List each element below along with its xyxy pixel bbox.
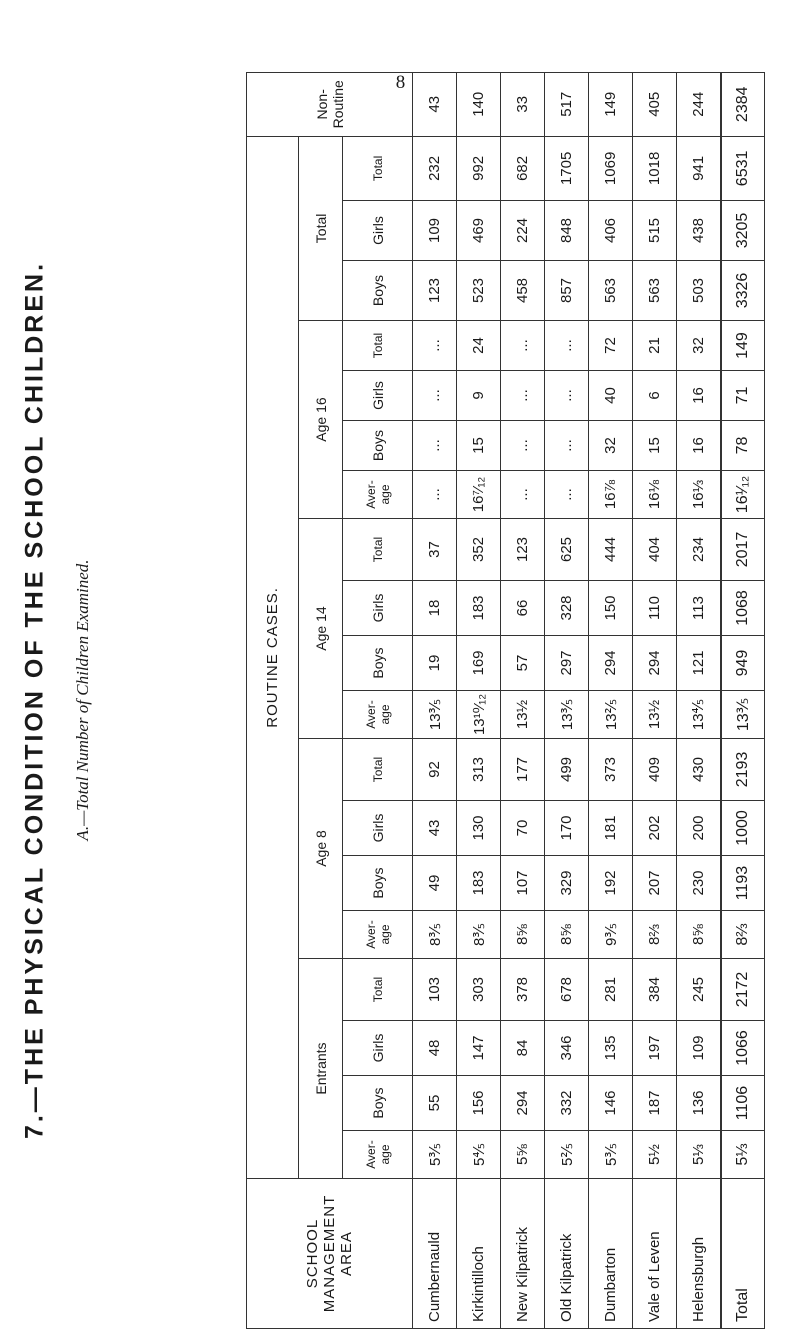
table-cell: 8⅝ bbox=[501, 911, 545, 959]
table-cell: 8⅝ bbox=[545, 911, 589, 959]
table-cell: 78 bbox=[721, 421, 765, 471]
table-cell: 373 bbox=[589, 739, 633, 801]
girls-header: Girls bbox=[343, 1021, 413, 1076]
table-cell: 24 bbox=[457, 321, 501, 371]
table-cell: 1705 bbox=[545, 136, 589, 200]
table-cell: 135 bbox=[589, 1021, 633, 1076]
aver-age-header: Aver-age bbox=[343, 471, 413, 519]
table-cell: 499 bbox=[545, 739, 589, 801]
total-header: Total bbox=[343, 136, 413, 200]
table-cell: 941 bbox=[677, 136, 721, 200]
table-cell: 409 bbox=[633, 739, 677, 801]
school-name-cell: Cumbernauld bbox=[413, 1179, 457, 1329]
total-header: Total bbox=[343, 959, 413, 1021]
boys-header: Boys bbox=[343, 1076, 413, 1131]
table-row bbox=[677, 72, 721, 1328]
table-cell: 70 bbox=[501, 801, 545, 856]
table-cell: ... bbox=[545, 321, 589, 371]
table-row bbox=[413, 72, 457, 1328]
table-cell: ... bbox=[545, 371, 589, 421]
school-name-cell: Helensburgh bbox=[677, 1179, 721, 1329]
table-cell: 13½ bbox=[633, 691, 677, 739]
table-cell: 140 bbox=[457, 72, 501, 136]
table-cell: 294 bbox=[501, 1076, 545, 1131]
table-cell: 202 bbox=[633, 801, 677, 856]
table-cell: 136 bbox=[677, 1076, 721, 1131]
table-cell: 503 bbox=[677, 261, 721, 321]
table-cell: 1069 bbox=[589, 136, 633, 200]
school-name-cell: Dumbarton bbox=[589, 1179, 633, 1329]
examination-table bbox=[246, 72, 765, 1329]
table-cell: 297 bbox=[545, 636, 589, 691]
table-cell: 84 bbox=[501, 1021, 545, 1076]
table-cell: 15 bbox=[633, 421, 677, 471]
table-cell: ... bbox=[501, 471, 545, 519]
table-cell: 5⅗ bbox=[413, 1131, 457, 1179]
aver-age-header: Aver-age bbox=[343, 911, 413, 959]
table-cell: 3205 bbox=[721, 201, 765, 261]
table-cell: 303 bbox=[457, 959, 501, 1021]
table-cell: 404 bbox=[633, 519, 677, 581]
table-cell: 40 bbox=[589, 371, 633, 421]
table-cell: 230 bbox=[677, 856, 721, 911]
table-cell: 9⅗ bbox=[589, 911, 633, 959]
group-header-total: Total bbox=[299, 136, 343, 320]
table-cell: 13⅘ bbox=[677, 691, 721, 739]
table-cell: 9 bbox=[457, 371, 501, 421]
table-body bbox=[413, 72, 765, 1328]
table-cell: 1106 bbox=[721, 1076, 765, 1131]
page-subtitle-text: A.—Total Number of Children Examined. bbox=[73, 559, 92, 841]
table-cell: 5⅝ bbox=[501, 1131, 545, 1179]
table-cell: 1000 bbox=[721, 801, 765, 856]
table-cell: 1018 bbox=[633, 136, 677, 200]
girls-header: Girls bbox=[343, 581, 413, 636]
boys-header: Boys bbox=[343, 261, 413, 321]
table-cell: 2017 bbox=[721, 519, 765, 581]
table-cell: 5⅖ bbox=[545, 1131, 589, 1179]
school-name-cell: New Kilpatrick bbox=[501, 1179, 545, 1329]
table-cell: ... bbox=[545, 421, 589, 471]
table-cell: 43 bbox=[413, 72, 457, 136]
table-cell: 5⅓ bbox=[677, 1131, 721, 1179]
table-cell: 5⅓ bbox=[721, 1131, 765, 1179]
table-row bbox=[589, 72, 633, 1328]
table-cell: 71 bbox=[721, 371, 765, 421]
table-cell: 146 bbox=[589, 1076, 633, 1131]
table-cell: ... bbox=[413, 321, 457, 371]
table-cell: 848 bbox=[545, 201, 589, 261]
table-cell: ... bbox=[545, 471, 589, 519]
table-cell: 352 bbox=[457, 519, 501, 581]
aver-age-header: Aver-age bbox=[343, 1131, 413, 1179]
table-cell: 378 bbox=[501, 959, 545, 1021]
table-cell: 16 bbox=[677, 371, 721, 421]
table-cell: 245 bbox=[677, 959, 721, 1021]
table-cell: 244 bbox=[677, 72, 721, 136]
school-name-cell: Total bbox=[721, 1179, 765, 1329]
table-cell: 18 bbox=[413, 581, 457, 636]
table-cell: 281 bbox=[589, 959, 633, 1021]
table-cell: 678 bbox=[545, 959, 589, 1021]
table-cell: 13⅗ bbox=[413, 691, 457, 739]
table-cell: 992 bbox=[457, 136, 501, 200]
table-cell: ... bbox=[413, 421, 457, 471]
school-area-header: SCHOOL MANAGEMENT AREA bbox=[247, 1179, 413, 1329]
table-cell: 458 bbox=[501, 261, 545, 321]
table-cell: ... bbox=[413, 371, 457, 421]
table-cell: 16⅞ bbox=[589, 471, 633, 519]
routine-cases-header: ROUTINE CASES. bbox=[247, 136, 299, 1178]
table-cell: 103 bbox=[413, 959, 457, 1021]
table-cell: 150 bbox=[589, 581, 633, 636]
table-cell: 200 bbox=[677, 801, 721, 856]
table-cell: 15 bbox=[457, 421, 501, 471]
table-cell: 2172 bbox=[721, 959, 765, 1021]
table-cell: 92 bbox=[413, 739, 457, 801]
girls-header: Girls bbox=[343, 801, 413, 856]
table-cell: 2384 bbox=[721, 72, 765, 136]
table-cell: 8⅗ bbox=[413, 911, 457, 959]
table-cell: ... bbox=[413, 471, 457, 519]
table-cell: 170 bbox=[545, 801, 589, 856]
table-cell: 346 bbox=[545, 1021, 589, 1076]
table-cell: 329 bbox=[545, 856, 589, 911]
girls-header: Girls bbox=[343, 201, 413, 261]
table-cell: 1068 bbox=[721, 581, 765, 636]
table-cell: 5⅘ bbox=[457, 1131, 501, 1179]
table-row bbox=[457, 72, 501, 1328]
table-cell: 13¹⁰⁄₁₂ bbox=[457, 691, 501, 739]
table-cell: 13½ bbox=[501, 691, 545, 739]
boys-header: Boys bbox=[343, 421, 413, 471]
table-cell: 232 bbox=[413, 136, 457, 200]
table-cell: 444 bbox=[589, 519, 633, 581]
table-cell: 110 bbox=[633, 581, 677, 636]
table-cell: 5½ bbox=[633, 1131, 677, 1179]
table-cell: 8⅗ bbox=[457, 911, 501, 959]
table-cell: ... bbox=[501, 321, 545, 371]
table-cell: 13⅗ bbox=[545, 691, 589, 739]
table-cell: 32 bbox=[677, 321, 721, 371]
table-cell: 1193 bbox=[721, 856, 765, 911]
table-cell: 3326 bbox=[721, 261, 765, 321]
table-cell: 121 bbox=[677, 636, 721, 691]
table-row bbox=[545, 72, 589, 1328]
table-cell: 183 bbox=[457, 856, 501, 911]
table-cell: 207 bbox=[633, 856, 677, 911]
page-title bbox=[10, 70, 60, 1330]
table-cell: 43 bbox=[413, 801, 457, 856]
boys-header: Boys bbox=[343, 856, 413, 911]
table-cell: 469 bbox=[457, 201, 501, 261]
table-cell: ... bbox=[501, 371, 545, 421]
school-name-cell: Old Kilpatrick bbox=[545, 1179, 589, 1329]
table-cell: 332 bbox=[545, 1076, 589, 1131]
group-header-age-14: Age 14 bbox=[299, 519, 343, 739]
table-cell: 8⅔ bbox=[633, 911, 677, 959]
table-cell: 109 bbox=[413, 201, 457, 261]
table-cell: 109 bbox=[677, 1021, 721, 1076]
total-header: Total bbox=[343, 739, 413, 801]
table-cell: 72 bbox=[589, 321, 633, 371]
table-cell: 169 bbox=[457, 636, 501, 691]
aver-age-header: Aver-age bbox=[343, 691, 413, 739]
table-cell: 181 bbox=[589, 801, 633, 856]
table-cell: 234 bbox=[677, 519, 721, 581]
table-cell: 6531 bbox=[721, 136, 765, 200]
examination-table-container bbox=[246, 80, 765, 1329]
table-cell: 563 bbox=[589, 261, 633, 321]
table-cell: 192 bbox=[589, 856, 633, 911]
table-cell: 857 bbox=[545, 261, 589, 321]
table-cell: 625 bbox=[545, 519, 589, 581]
school-name-cell: Vale of Leven bbox=[633, 1179, 677, 1329]
table-cell: 294 bbox=[633, 636, 677, 691]
table-cell: 16⅛ bbox=[633, 471, 677, 519]
girls-header: Girls bbox=[343, 371, 413, 421]
table-cell: 149 bbox=[721, 321, 765, 371]
table-row bbox=[633, 72, 677, 1328]
table-cell: 156 bbox=[457, 1076, 501, 1131]
table-cell: 66 bbox=[501, 581, 545, 636]
page-number: 8 bbox=[395, 72, 406, 93]
table-cell: 123 bbox=[413, 261, 457, 321]
table-cell: 1066 bbox=[721, 1021, 765, 1076]
table-cell: 8⅝ bbox=[677, 911, 721, 959]
page-subtitle bbox=[60, 70, 106, 1330]
table-cell: 183 bbox=[457, 581, 501, 636]
table-cell: 55 bbox=[413, 1076, 457, 1131]
table-cell: 147 bbox=[457, 1021, 501, 1076]
table-total-row bbox=[721, 72, 765, 1328]
group-header-age-8: Age 8 bbox=[299, 739, 343, 959]
table-cell: 8⅔ bbox=[721, 911, 765, 959]
table-cell: 6 bbox=[633, 371, 677, 421]
table-cell: 16 bbox=[677, 421, 721, 471]
table-cell: 5⅗ bbox=[589, 1131, 633, 1179]
table-cell: 430 bbox=[677, 739, 721, 801]
table-cell: 517 bbox=[545, 72, 589, 136]
table-cell: 149 bbox=[589, 72, 633, 136]
table-cell: 682 bbox=[501, 136, 545, 200]
group-header-entrants: Entrants bbox=[299, 959, 343, 1179]
table-cell: 384 bbox=[633, 959, 677, 1021]
table-cell: 16⅓ bbox=[677, 471, 721, 519]
table-cell: 405 bbox=[633, 72, 677, 136]
table-cell: 130 bbox=[457, 801, 501, 856]
table-cell: 48 bbox=[413, 1021, 457, 1076]
table-cell: 113 bbox=[677, 581, 721, 636]
table-cell: 177 bbox=[501, 739, 545, 801]
table-cell: 515 bbox=[633, 201, 677, 261]
table-cell: 33 bbox=[501, 72, 545, 136]
table-cell: 21 bbox=[633, 321, 677, 371]
table-cell: 523 bbox=[457, 261, 501, 321]
table-cell: 123 bbox=[501, 519, 545, 581]
page-title-text: 7.—THE PHYSICAL CONDITION OF THE SCHOOL CHILDREN. bbox=[20, 260, 49, 1140]
total-header: Total bbox=[343, 321, 413, 371]
table-cell: 187 bbox=[633, 1076, 677, 1131]
total-header: Total bbox=[343, 519, 413, 581]
table-cell: 13⅖ bbox=[589, 691, 633, 739]
group-header-age-16: Age 16 bbox=[299, 321, 343, 519]
table-cell: 313 bbox=[457, 739, 501, 801]
table-cell: 197 bbox=[633, 1021, 677, 1076]
table-cell: 406 bbox=[589, 201, 633, 261]
table-cell: 224 bbox=[501, 201, 545, 261]
non-routine-header: Non-Routine bbox=[247, 72, 413, 136]
table-cell: 19 bbox=[413, 636, 457, 691]
table-cell: 563 bbox=[633, 261, 677, 321]
table-cell: ... bbox=[501, 421, 545, 471]
table-cell: 107 bbox=[501, 856, 545, 911]
table-cell: 57 bbox=[501, 636, 545, 691]
table-row bbox=[501, 72, 545, 1328]
boys-header: Boys bbox=[343, 636, 413, 691]
table-cell: 949 bbox=[721, 636, 765, 691]
school-name-cell: Kirkintilloch bbox=[457, 1179, 501, 1329]
table-cell: 2193 bbox=[721, 739, 765, 801]
table-cell: 16⁷⁄₁₂ bbox=[457, 471, 501, 519]
table-cell: 328 bbox=[545, 581, 589, 636]
table-cell: 49 bbox=[413, 856, 457, 911]
table-cell: 438 bbox=[677, 201, 721, 261]
table-cell: 16¹⁄₁₂ bbox=[721, 471, 765, 519]
table-cell: 32 bbox=[589, 421, 633, 471]
table-cell: 13⅗ bbox=[721, 691, 765, 739]
table-cell: 294 bbox=[589, 636, 633, 691]
table-cell: 37 bbox=[413, 519, 457, 581]
